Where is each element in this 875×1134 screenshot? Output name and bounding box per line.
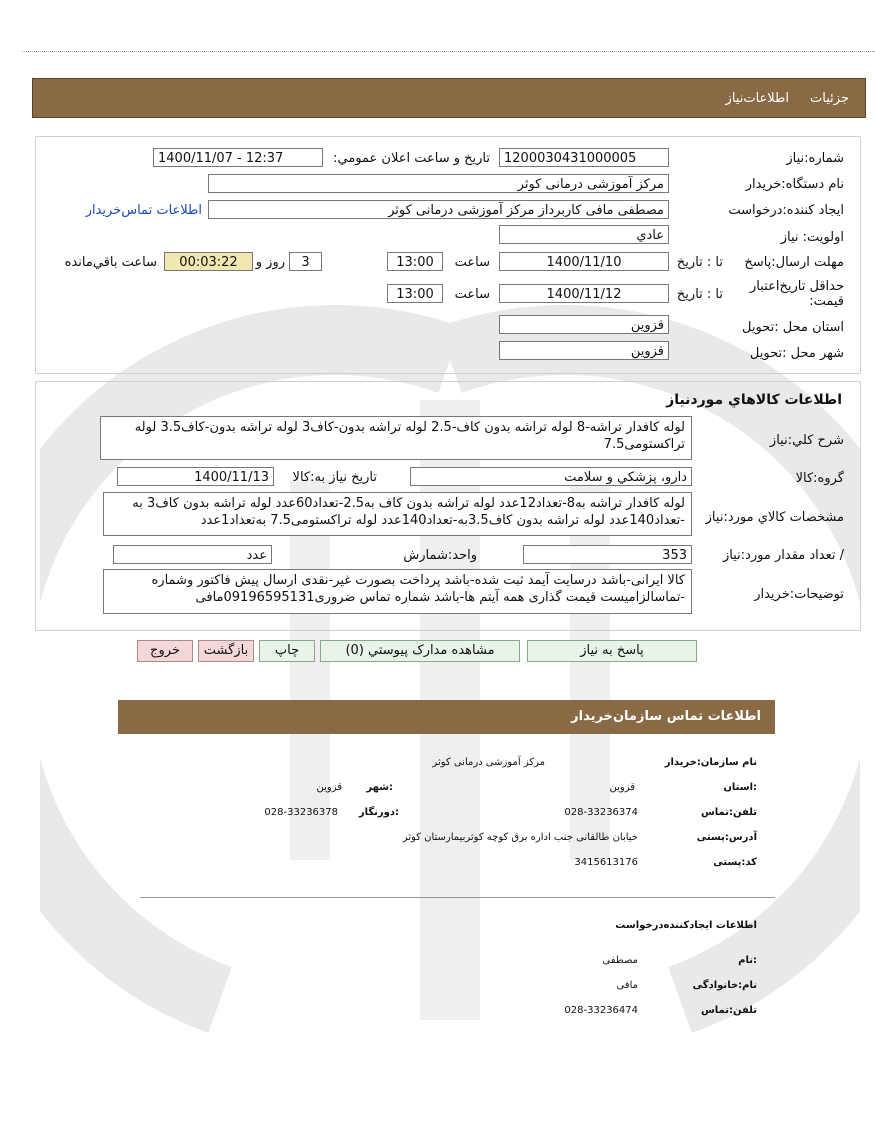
org-postal-value: 3415613176 <box>574 857 638 868</box>
unit-field: عدد <box>113 545 272 564</box>
quantity-label: / تعداد مقدار مورد:نیاز <box>722 548 844 563</box>
org-contact-header <box>118 700 775 734</box>
org-address-label: آدرس:پستی <box>696 832 757 843</box>
section-divider <box>140 897 775 898</box>
days-and-label: روز و <box>255 255 285 270</box>
need-number-field: 1200030431000005 <box>499 148 669 167</box>
back-button[interactable]: بازگشت <box>198 640 254 662</box>
org-fax-value: 028-33236378 <box>264 807 338 818</box>
min-price-hour-field: 13:00 <box>387 284 443 303</box>
province-field: قزوین <box>499 315 669 334</box>
goods-desc-field: لوله کافدار تراشه-8 لوله تراشه بدون کاف-2.5 لوله تراشه بدون-کاف3 لوله تراشه بدون-کاف3.5 لوله تراکستومی7.5 <box>100 416 692 460</box>
exit-button[interactable]: خروج <box>137 640 193 662</box>
deadline-hour-field: 13:00 <box>387 252 443 271</box>
reply-button[interactable]: پاسخ به نیاز <box>527 640 697 662</box>
requester-last-label: نام:خانوادگی <box>692 980 757 991</box>
org-fax-label: :دورنگار <box>358 807 399 818</box>
buyer-notes-label: توضیحات:خریدار <box>754 587 844 602</box>
deadline-to-date-label: تا : تاریخ <box>676 255 723 270</box>
unit-label: واحد:شمارش <box>403 548 477 563</box>
deadline-date-field: 1400/11/10 <box>499 252 669 271</box>
creator-label: ایجاد کننده:درخواست <box>728 203 844 218</box>
remaining-label: ساعت باقي‌مانده <box>64 255 157 270</box>
device-field: مرکز آموزشی درمانی کوثر <box>208 174 669 193</box>
buyer-notes-field: کالا ایرانی-باشد درسایت آیمد ثبت شده-باشد پرداخت بصورت غیر-نقدی ارسال پیش فاکتور وشماره -تماسالزامیست قیمت گذاری همه آیتم ها-باشد شماره تماس ضروری09196595131مافی <box>103 569 692 614</box>
header-tab-bar <box>32 78 866 118</box>
org-province-label: :استان <box>723 782 757 793</box>
need-number-label: شماره:نیاز <box>786 151 844 166</box>
quantity-field: 353 <box>523 545 692 564</box>
min-price-hour-label: ساعت <box>454 287 490 302</box>
priority-field: عادي <box>499 225 669 244</box>
org-phone-label: تلفن:تماس <box>700 807 757 818</box>
announce-field: 1400/11/07 - 12:37 <box>153 148 323 167</box>
requester-phone-value: 028-33236474 <box>564 1005 638 1016</box>
need-date-label: تاریخ نیاز به:کالا <box>292 470 377 485</box>
priority-label: اولویت: نیاز <box>780 230 844 245</box>
requester-first-value: مصطفی <box>602 955 638 966</box>
requester-phone-label: تلفن:تماس <box>700 1005 757 1016</box>
city-field: قزوین <box>499 341 669 360</box>
tab-details[interactable]: جزئيات <box>810 91 849 106</box>
goods-spec-label: مشخصات کالاي مورد:نیاز <box>705 510 844 525</box>
creator-field: مصطفی مافی کاربرداز مرکز آموزشی درمانی کوثر <box>208 200 669 219</box>
view-attachments-button[interactable]: مشاهده مدارک پیوستي (0) <box>320 640 520 662</box>
goods-section-title: اطلاعات کالاهاي موردنیاز <box>666 392 842 408</box>
org-name-value: مرکز آموزشی درمانی کوثر <box>432 757 545 768</box>
org-city-value: قزوین <box>316 782 342 793</box>
deadline-hour-label: ساعت <box>454 255 490 270</box>
org-name-label: نام سازمان:خریدار <box>664 757 757 768</box>
goods-group-field: دارو، پزشکي و سلامت <box>410 467 692 486</box>
org-address-value: خیابان طالقانی جنب اداره برق کوچه کوثربیمارستان کوثر <box>402 832 638 843</box>
goods-spec-field: لوله کافدار تراشه به8-تعداد12عدد لوله تراشه بدون کاف به2.5-تعداد60عدد لوله تراشه بدون کاف3 به -تعداد140عدد لوله تراشه بدون کاف3.5به-تعداد140عدد لوله تراکستومی7.5 به‌تعداد1عدد <box>103 492 692 536</box>
buyer-contact-link[interactable]: اطلاعات تماس‌خریدار <box>85 203 202 218</box>
min-price-date-field: 1400/11/12 <box>499 284 669 303</box>
requester-last-value: مافی <box>616 980 638 991</box>
tab-need-info[interactable]: اطلاعات‌نیاز <box>725 91 789 106</box>
org-postal-label: کد:پستی <box>713 857 757 868</box>
city-label: شهر محل :تحویل <box>749 346 844 361</box>
announce-label: تاریخ و ساعت اعلان عمومي: <box>333 151 490 166</box>
requester-first-label: :نام <box>738 955 757 966</box>
days-field: 3 <box>289 252 322 271</box>
need-info-panel <box>35 136 861 374</box>
min-price-label: حداقل تاریخ‌اعتبار قیمت: <box>750 279 844 309</box>
requester-title: اطلاعات ایجادکننده‌درخواست <box>615 920 757 931</box>
goods-desc-label: شرح کلي:نیاز <box>769 433 844 448</box>
top-divider <box>22 51 875 52</box>
org-city-label: :شهر <box>366 782 393 793</box>
deadline-label: مهلت ارسال:پاسخ <box>744 255 844 270</box>
device-label: نام دستگاه:خریدار <box>745 177 844 192</box>
goods-group-label: گروه:کالا <box>795 471 844 486</box>
min-price-to-date-label: تا : تاریخ <box>676 287 723 302</box>
province-label: استان محل :تحویل <box>742 320 844 335</box>
print-button[interactable]: چاپ <box>259 640 315 662</box>
need-date-field: 1400/11/13 <box>117 467 274 486</box>
org-contact-title: اطلاعات تماس سازمان‌خریدار <box>571 709 761 724</box>
remaining-time-field: 00:03:22 <box>164 252 253 271</box>
org-province-value: قزوین <box>609 782 635 793</box>
org-phone-value: 028-33236374 <box>564 807 638 818</box>
